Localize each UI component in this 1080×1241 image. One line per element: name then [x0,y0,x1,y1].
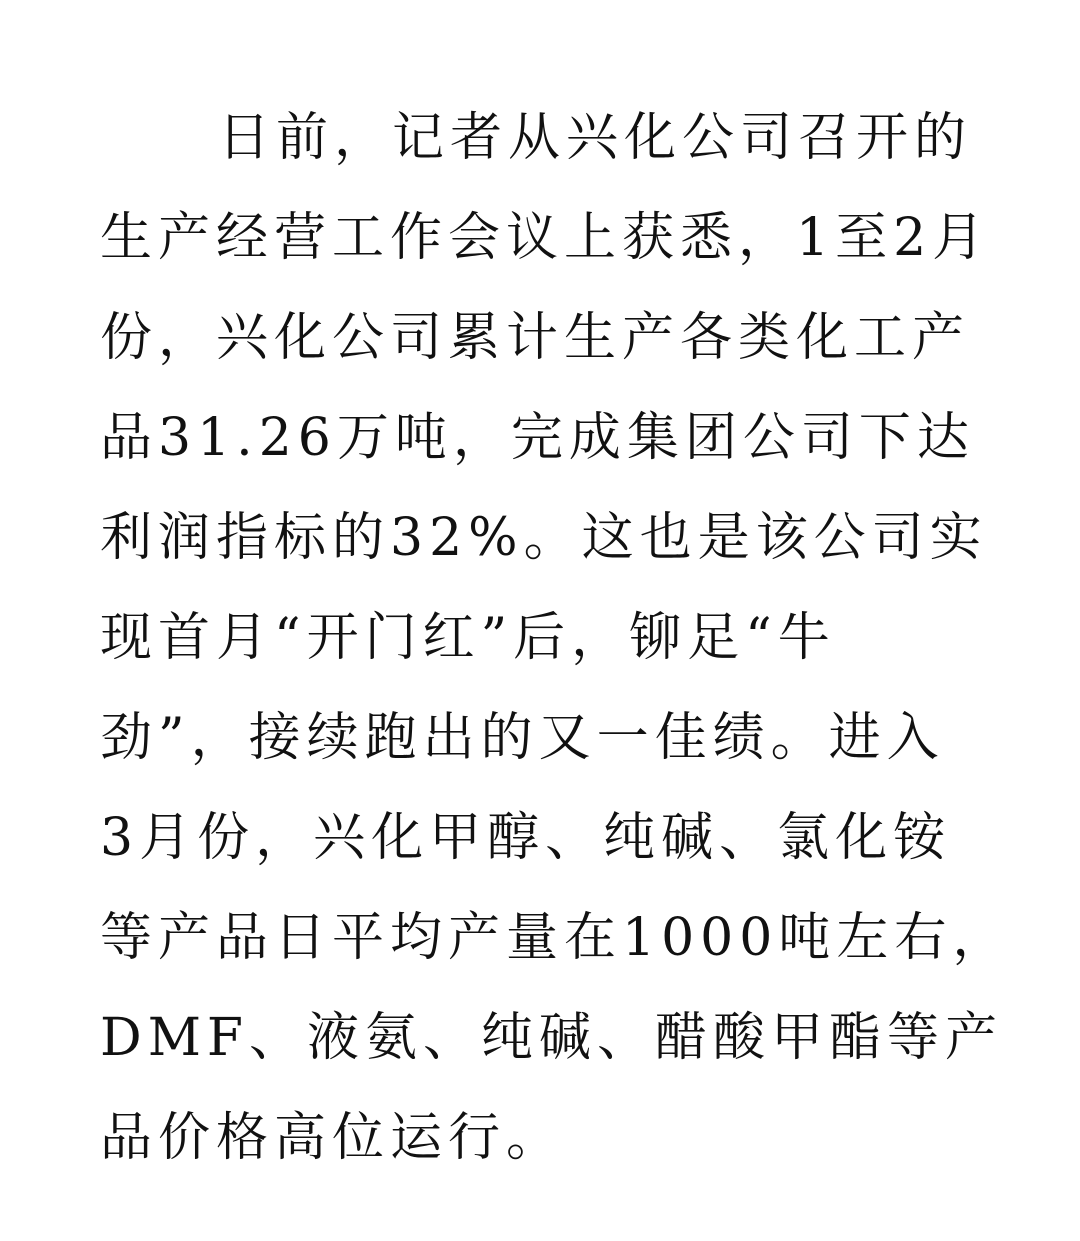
article-body [100,88,1011,1188]
text-line: DMF、液氨、纯碱、醋酸甲酯等产 [100,1008,1004,1068]
text-line: 等产品日平均产量在1000吨左右， [100,908,1011,968]
text-line: 生产经营工作会议上获悉，1至2月 [100,208,991,268]
text-line: 利润指标的32%。这也是该公司实 [100,508,988,568]
text-line: 品价格高位运行。 [100,1108,565,1168]
text-line: 份，兴化公司累计生产各类化工产 [100,308,971,368]
text-line: 现首月“开门红”后，铆足“牛 [100,608,836,668]
text-line: 品31.26万吨，完成集团公司下达 [100,408,975,468]
text-line: 日前，记者从兴化公司召开的 [218,108,973,168]
text-line: 劲”，接续跑出的又一佳绩。进入 [100,708,945,768]
text-line: 3月份，兴化甲醇、纯碱、氯化铵 [100,808,952,868]
